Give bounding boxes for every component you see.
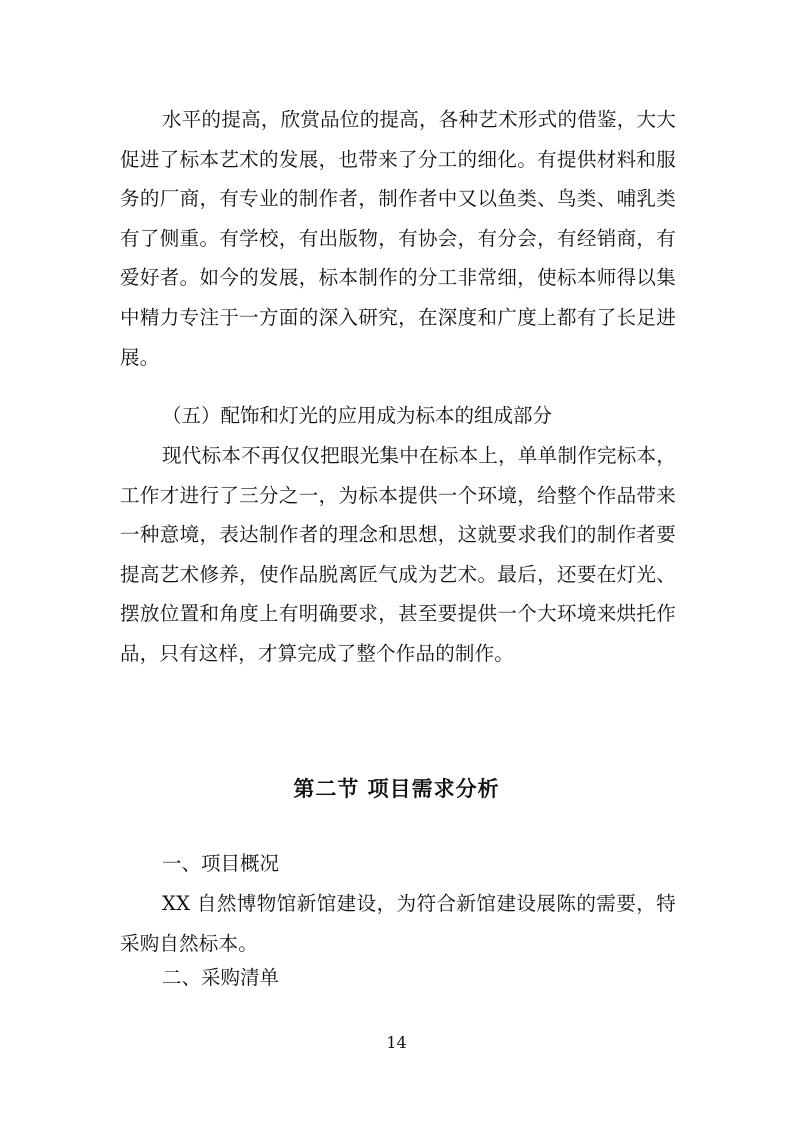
item-1-title: 一、项目概况 bbox=[162, 852, 280, 875]
body-paragraph-2 bbox=[120, 436, 676, 674]
item-2-title: 二、采购清单 bbox=[162, 966, 280, 989]
paragraph-text: 现代标本不再仅仅把眼光集中在标本上，单单制作完标本，工作才进行了三分之一，为标本提供一个环境，给整个作品带来一种意境，表达制作者的理念和思想，这就要求我们的制作者要提高艺术修养，使作品脱离匠气成为艺术。最后，还要在灯光、摆放位置和角度上有明确要求，甚至要提供一个大环境来烘托作品，只有这样，才算完成了整个作品的制作。 bbox=[120, 444, 676, 665]
page-number: 14 bbox=[386, 1033, 407, 1052]
paragraph-text: 水平的提高，欣赏品位的提高，各种艺术形式的借鉴，大大促进了标本艺术的发展，也带来了分工的细化。有提供材料和服务的厂商，有专业的制作者，制作者中又以鱼类、鸟类、哺乳类有了侧重。有学校，有出版物，有协会，有分会，有经销商，有爱好者。如今的发展，标本制作的分工非常细，使标本师得以集中精力专注于一方面的深入研究，在深度和广度上都有了长足进展。 bbox=[120, 108, 676, 369]
body-paragraph-3 bbox=[120, 884, 676, 963]
paragraph-text: XX 自然博物馆新馆建设，为符合新馆建设展陈的需要，特采购自然标本。 bbox=[120, 892, 676, 955]
section-heading: 第二节 项目需求分析 bbox=[293, 777, 500, 801]
subheading-five: （五）配饰和灯光的应用成为标本的组成部分 bbox=[162, 404, 553, 427]
body-paragraph-1 bbox=[120, 100, 676, 377]
